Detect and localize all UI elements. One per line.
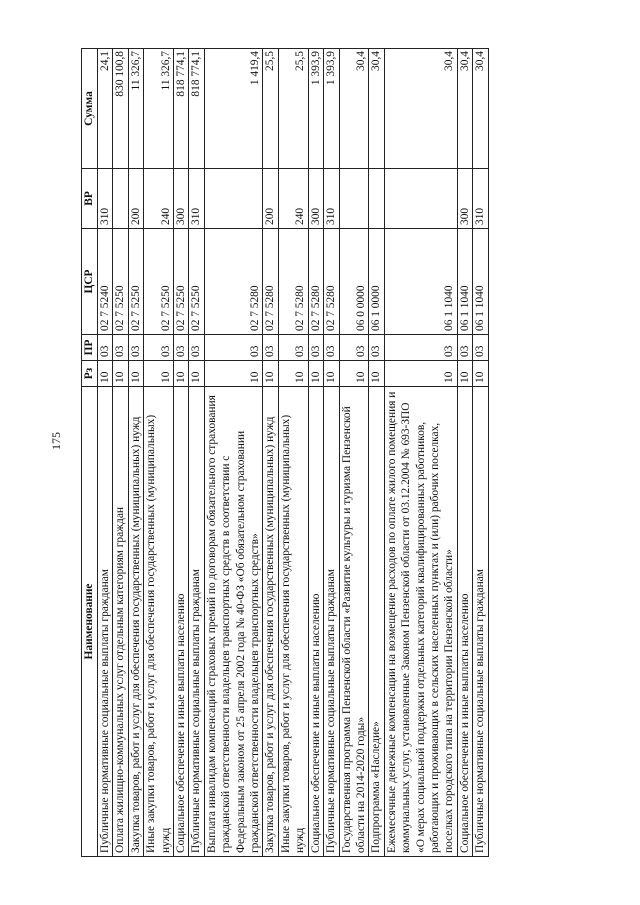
row-name: Социальное обеспечение и иные выплаты населению bbox=[457, 387, 472, 857]
row-name: Публичные нормативные социальные выплаты гражданам bbox=[98, 387, 113, 857]
row-pr: 03 bbox=[113, 335, 128, 361]
row-sum: 30,4 bbox=[369, 49, 384, 169]
row-csr: 06 1 1040 bbox=[473, 229, 488, 335]
row-sum: 1 419,4 bbox=[204, 49, 263, 169]
row-vr: 300 bbox=[308, 169, 323, 229]
row-rz: 10 bbox=[189, 361, 204, 387]
row-rz: 10 bbox=[174, 361, 189, 387]
table-row bbox=[278, 49, 308, 857]
row-csr: 06 0 0000 bbox=[339, 229, 369, 335]
row-pr: 03 bbox=[263, 335, 278, 361]
row-rz: 10 bbox=[98, 361, 113, 387]
row-pr: 03 bbox=[369, 335, 384, 361]
row-vr bbox=[339, 169, 369, 229]
table-row bbox=[308, 49, 323, 857]
table-row bbox=[204, 49, 263, 857]
row-pr: 03 bbox=[308, 335, 323, 361]
row-name: Закупка товаров, работ и услуг для обеспечения государственных (муниципальных) нужд bbox=[128, 387, 143, 857]
row-vr: 310 bbox=[98, 169, 113, 229]
row-sum: 11 326,7 bbox=[128, 49, 143, 169]
row-rz: 10 bbox=[144, 361, 174, 387]
row-sum: 30,4 bbox=[339, 49, 369, 169]
table-row bbox=[128, 49, 143, 857]
row-sum: 24,1 bbox=[98, 49, 113, 169]
row-name: Социальное обеспечение и иные выплаты населению bbox=[174, 387, 189, 857]
row-sum: 1 393,9 bbox=[324, 49, 339, 169]
table-row bbox=[189, 49, 204, 857]
row-name: Публичные нормативные социальные выплаты гражданам bbox=[473, 387, 488, 857]
row-name: Социальное обеспечение и иные выплаты населению bbox=[308, 387, 323, 857]
row-rz: 10 bbox=[308, 361, 323, 387]
header-rz: Рз bbox=[82, 361, 98, 387]
row-rz: 10 bbox=[263, 361, 278, 387]
header-row bbox=[82, 49, 98, 857]
row-vr: 200 bbox=[128, 169, 143, 229]
table-row bbox=[457, 49, 472, 857]
page-number: 175 bbox=[49, 432, 63, 450]
row-sum: 1 393,9 bbox=[308, 49, 323, 169]
row-csr: 02 7 5280 bbox=[263, 229, 278, 335]
row-rz: 10 bbox=[384, 361, 457, 387]
table-row bbox=[174, 49, 189, 857]
table-row bbox=[473, 49, 488, 857]
header-vr: ВР bbox=[82, 169, 98, 229]
row-sum: 25,5 bbox=[278, 49, 308, 169]
row-sum: 30,4 bbox=[473, 49, 488, 169]
row-rz: 10 bbox=[113, 361, 128, 387]
table-row bbox=[263, 49, 278, 857]
row-csr: 06 1 0000 bbox=[369, 229, 384, 335]
row-pr: 03 bbox=[473, 335, 488, 361]
row-csr: 02 7 5280 bbox=[308, 229, 323, 335]
row-csr: 02 7 5280 bbox=[278, 229, 308, 335]
row-sum: 30,4 bbox=[457, 49, 472, 169]
row-vr bbox=[369, 169, 384, 229]
row-name: Публичные нормативные социальные выплаты гражданам bbox=[324, 387, 339, 857]
table-row bbox=[144, 49, 174, 857]
row-pr: 03 bbox=[384, 335, 457, 361]
header-name: Наименование bbox=[82, 387, 98, 857]
row-csr: 02 7 5250 bbox=[128, 229, 143, 335]
row-sum: 30,4 bbox=[384, 49, 457, 169]
row-sum: 830 100,8 bbox=[113, 49, 128, 169]
table-row bbox=[324, 49, 339, 857]
table-row bbox=[384, 49, 457, 857]
row-csr: 02 7 5250 bbox=[113, 229, 128, 335]
table-row bbox=[339, 49, 369, 857]
row-name: Подпрограмма «Наследие» bbox=[369, 387, 384, 857]
row-rz: 10 bbox=[369, 361, 384, 387]
row-vr: 310 bbox=[324, 169, 339, 229]
row-pr: 03 bbox=[144, 335, 174, 361]
row-name: Государственная программа Пензенской области «Развитие культуры и туризма Пензенской области на 2014-2020 годы» bbox=[339, 387, 369, 857]
row-rz: 10 bbox=[339, 361, 369, 387]
row-pr: 03 bbox=[98, 335, 113, 361]
row-vr: 310 bbox=[473, 169, 488, 229]
row-rz: 10 bbox=[128, 361, 143, 387]
row-vr bbox=[384, 169, 457, 229]
header-sum: Сумма bbox=[82, 49, 98, 169]
rotated-sheet bbox=[81, 49, 546, 857]
row-rz: 10 bbox=[473, 361, 488, 387]
table-row bbox=[98, 49, 113, 857]
row-csr: 02 7 5250 bbox=[174, 229, 189, 335]
row-csr: 06 1 1040 bbox=[384, 229, 457, 335]
row-rz: 10 bbox=[204, 361, 263, 387]
row-csr: 02 7 5250 bbox=[144, 229, 174, 335]
row-name: Иные закупки товаров, работ и услуг для обеспечения государственных (муниципальных) нужд bbox=[144, 387, 174, 857]
row-rz: 10 bbox=[457, 361, 472, 387]
row-name: Оплата жилищно-коммунальных услуг отдельным категориям граждан bbox=[113, 387, 128, 857]
row-vr bbox=[204, 169, 263, 229]
row-pr: 03 bbox=[457, 335, 472, 361]
row-name: Ежемесячные денежные компенсации на возмещение расходов по оплате жилого помещения и коммунальных услуг, установленные Законом Пензенской области от 03.12.2004 № 693-ЗПО «О мерах социальной поддержки отдельных категорий квалифицированных работников, работающих и проживающих в сельских населенных пунктах и (или) рабочих поселках, поселках городского типа на территории Пензенской области» bbox=[384, 387, 457, 857]
row-pr: 03 bbox=[189, 335, 204, 361]
row-pr: 03 bbox=[204, 335, 263, 361]
row-sum: 818 774,1 bbox=[189, 49, 204, 169]
row-csr: 02 7 5250 bbox=[189, 229, 204, 335]
row-name: Выплата инвалидам компенсаций страховых премий по договорам обязательного страхования гражданской ответственности владельцев транспортных средств в соответствии с Федеральным законом от 25 апреля 2002 года № 40-ФЗ «Об обязательном страховании гражданской ответственности владельцев транспортных средств» bbox=[204, 387, 263, 857]
row-vr: 240 bbox=[144, 169, 174, 229]
row-sum: 11 326,7 bbox=[144, 49, 174, 169]
row-csr: 06 1 1040 bbox=[457, 229, 472, 335]
row-vr: 200 bbox=[263, 169, 278, 229]
header-csr: ЦСР bbox=[82, 229, 98, 335]
row-pr: 03 bbox=[324, 335, 339, 361]
row-vr: 300 bbox=[457, 169, 472, 229]
row-sum: 818 774,1 bbox=[174, 49, 189, 169]
table-row bbox=[369, 49, 384, 857]
row-vr: 300 bbox=[174, 169, 189, 229]
row-rz: 10 bbox=[324, 361, 339, 387]
budget-table bbox=[81, 48, 489, 857]
header-pr: ПР bbox=[82, 335, 98, 361]
row-rz: 10 bbox=[278, 361, 308, 387]
row-name: Закупка товаров, работ и услуг для обеспечения государственных (муниципальных) нужд bbox=[263, 387, 278, 857]
row-csr: 02 7 5280 bbox=[324, 229, 339, 335]
row-vr bbox=[113, 169, 128, 229]
row-sum: 25,5 bbox=[263, 49, 278, 169]
row-pr: 03 bbox=[128, 335, 143, 361]
row-vr: 310 bbox=[189, 169, 204, 229]
table-row bbox=[113, 49, 128, 857]
row-name: Иные закупки товаров, работ и услуг для обеспечения государственных (муниципальных) нужд bbox=[278, 387, 308, 857]
row-name: Публичные нормативные социальные выплаты гражданам bbox=[189, 387, 204, 857]
row-csr: 02 7 5240 bbox=[98, 229, 113, 335]
row-pr: 03 bbox=[339, 335, 369, 361]
row-vr: 240 bbox=[278, 169, 308, 229]
row-pr: 03 bbox=[278, 335, 308, 361]
row-csr: 02 7 5280 bbox=[204, 229, 263, 335]
row-pr: 03 bbox=[174, 335, 189, 361]
